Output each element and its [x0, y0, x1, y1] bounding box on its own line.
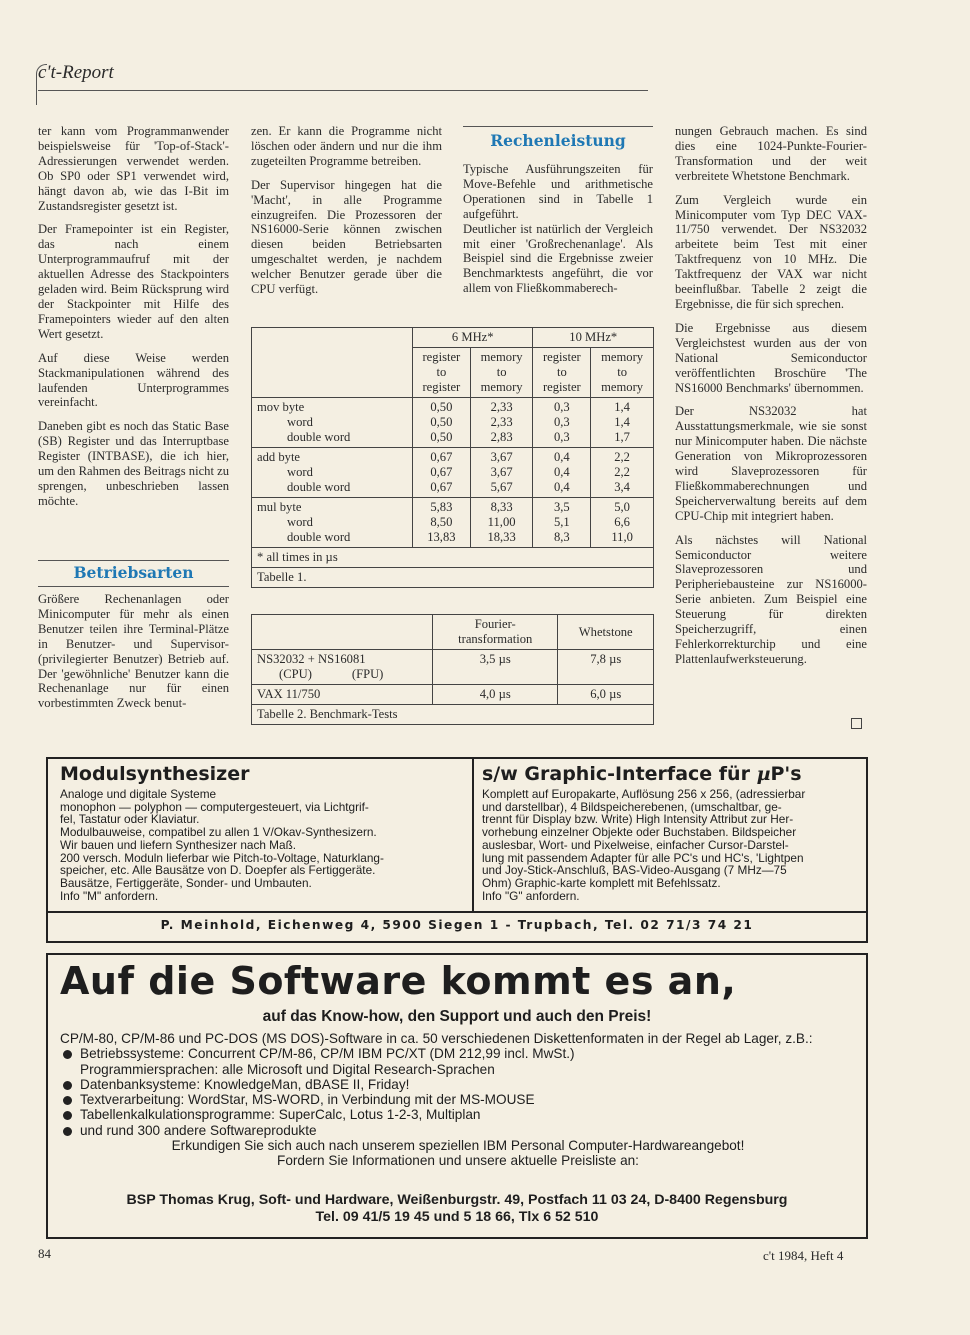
table-subheader: memory to memory: [591, 348, 654, 398]
paragraph: Die Ergebnisse aus diesem Vergleichstest wurden aus der von National Semiconductor veröffentlichten Broschüre 'The NS16000 Benchmarks' übernommen.: [675, 320, 867, 395]
list-item: Betriebssysteme: Concurrent CP/M-86, CP/M IBM PC/XT (DM 212,99 incl. MwSt.) Programmiersprachen: alle Microsoft und Digital Research-Sprachen: [60, 1046, 856, 1077]
list-item: Textverarbeitung: WordStar, MS-WORD, in Verbindung mit der MS-MOUSE: [60, 1092, 856, 1107]
table-row-label: mul byte word double word: [252, 498, 413, 548]
table-row-label: add byte word double word: [252, 448, 413, 498]
table-subheader: memory to memory: [470, 348, 533, 398]
list-item: und rund 300 andere Softwareprodukte: [60, 1123, 856, 1138]
advertisement-bsp: [46, 953, 868, 1239]
table-1: [251, 327, 654, 588]
section-rule: [38, 586, 229, 587]
table-row: [252, 498, 654, 548]
section-rule: [463, 126, 653, 127]
list-item: Tabellenkalkulationsprogramme: SuperCalc, Lotus 1-2-3, Multiplan: [60, 1107, 856, 1122]
ad-bullet-list: [60, 1046, 856, 1138]
ad-title-modulsynthesizer: Modulsynthesizer: [60, 763, 250, 785]
table-cell: 0,67 0,67 0,67: [413, 448, 471, 498]
ad-intro: CP/M-80, CP/M-86 und PC-DOS (MS DOS)-Software in ca. 50 verschiedenen Diskettenformaten in der Regel ab Lager, z.B.:: [60, 1031, 813, 1046]
paragraph: Typische Ausführungszeiten für Move-Befehle und arithmetische Operationen sind in Tabelle 1 aufgeführt.: [463, 162, 653, 221]
column-1: [38, 124, 229, 518]
ad-subheadline: auf das Know-how, den Support und auch den Preis!: [262, 1008, 652, 1025]
column-1-section-text: [38, 592, 229, 720]
table-footnote: * all times in µs: [252, 548, 654, 568]
page-number: 84: [38, 1246, 51, 1261]
table-caption-row: [252, 568, 654, 588]
ad-company: BSP Thomas Krug, Soft- und Hardware, Weißenburgstr. 49, Postfach 11 03 24, D-8400 Regensburg Tel. 09 41/5 19 45 und 5 18 66, Tlx 6 52 510: [126, 1192, 788, 1225]
ad-divider: [48, 911, 866, 913]
section-heading-rechenleistung: Rechenleistung: [490, 131, 626, 150]
table-cell: 3,5 5,1 8,3: [533, 498, 591, 548]
table-header: Whetstone: [558, 615, 654, 650]
table-cell: 0,3 0,3 0,3: [533, 398, 591, 448]
ad-body: [60, 1031, 856, 1169]
ad-divider: [472, 759, 474, 911]
paragraph: Daneben gibt es noch das Static Base (SB) Register und das Interruptbase Register (INTBASE), die ich hier, um den Rahmen des Beitrags nicht zu sprengen, unbeschrieben lassen möchte.: [38, 419, 229, 508]
table-cell: 1,4 1,4 1,7: [591, 398, 654, 448]
table-cell: 7,8 µs: [558, 650, 654, 685]
table-row-label: NS32032 + NS16081 (CPU) (FPU): [252, 650, 433, 685]
table-group-header: 6 MHz*: [413, 328, 533, 348]
paragraph: ter kann vom Programmanwender beispielsweise für 'Top-of-Stack'-Adressierungen verwendet werden. Ob SP0 oder SP1 verwendet wird, hängt davon ab, wie das I-Bit im Zustandsregister gesetzt ist.: [38, 124, 229, 213]
table-cell: 5,0 6,6 11,0: [591, 498, 654, 548]
table-row-label: mov byte word double word: [252, 398, 413, 448]
table-corner-cell: [252, 615, 433, 650]
ad-closing: Fordern Sie Informationen und unsere aktuelle Preisliste an:: [277, 1153, 639, 1169]
table-footnote-row: [252, 548, 654, 568]
paragraph: Auf diese Weise werden Stackmanipulationen während des laufenden Unterprogrammes vereinfacht.: [38, 350, 229, 410]
column-3: [463, 162, 653, 305]
table-2: [251, 614, 654, 725]
table-cell: 3,5 µs: [433, 650, 558, 685]
table-subheader: register to register: [533, 348, 591, 398]
paragraph: Der Supervisor hingegen hat die 'Macht', in alle Programme einzugreifen. Die Prozessoren der NS16000-Serie können zwischen diesen beiden Betriebsarten umgeschaltet werden, je nachdem welcher Benutzer gerade über die CPU verfügt.: [251, 177, 442, 297]
table-caption: Tabelle 2. Benchmark-Tests: [252, 705, 654, 725]
issue-info: c't 1984, Heft 4: [763, 1248, 844, 1263]
column-4: [675, 124, 867, 676]
table-header-row: [252, 615, 654, 650]
table-header-row: [252, 328, 654, 348]
end-of-article-mark: [851, 718, 862, 729]
table-row: [252, 685, 654, 705]
table-cell: 8,33 11,00 18,33: [470, 498, 533, 548]
ad-text-modulsynthesizer: Analoge und digitale Systeme monophon — polyphon — computergesteuert, via Lichtgrif- fel, Tastatur oder Klaviatur. Modulbauweise, compatibel zu allen 1 V/Okav-Synthesizern. Wir bauen und liefern Synthesizer nach Maß. 200 versch. Moduln lieferbar wie Pitch-to-Voltage, Naturklang- speicher, etc. Alle Bausätze von D. Doepfer als Fertiggeräte. Bausätze, Fertiggeräte, Sonder- und Umbauten. Info "M" anfordern.: [60, 787, 384, 903]
table-header: Fourier- transformation: [433, 615, 558, 650]
paragraph: Zum Vergleich wurde ein Minicomputer vom Typ DEC VAX-11/750 verwendet. Der NS32032 arbeitete beim Test mit einer Taktfrequenz von 10 MHz. Die Taktfrequenz der VAX war nicht beeinflußbar. Tabelle 2 zeigt die Ergebnisse, die für sich sprechen.: [675, 192, 867, 311]
ad-contact: P. Meinhold, Eichenweg 4, 5900 Siegen 1 - Trupbach, Tel. 02 71/3 74 21: [160, 918, 754, 932]
paragraph: zen. Er kann die Programme nicht löschen oder ändern und nur die ihm zugeteilten Programme betreiben.: [251, 124, 442, 168]
ad-headline: Auf die Software kommt es an,: [60, 959, 737, 1003]
section-rule: [38, 560, 229, 561]
paragraph: Deutlicher ist natürlich der Vergleich mit einer 'Großrechenanlage'. Als Beispiel sind die Ergebnisse zweier Benchmarktests angeführt, die vor allem von Fließkommaberech-: [463, 221, 653, 296]
section-heading-betriebsarten: Betriebsarten: [73, 563, 194, 582]
table-row: [252, 398, 654, 448]
paragraph: Der NS32032 hat Ausstattungsmerkmale, wie sie sonst nur Minicomputer haben. Die nächste Generation von Mikroprozessoren wird Slaveprozessoren für Fließkommaberechnungen und Speicherverwaltung bereits auf dem CPU-Chip mit integriert haben.: [675, 404, 867, 523]
list-item: Datenbanksysteme: KnowledgeMan, dBASE II, Friday!: [60, 1077, 856, 1092]
table-group-header: 10 MHz*: [533, 328, 654, 348]
table-cell: 6,0 µs: [558, 685, 654, 705]
ad-text-graphic-interface: Komplett auf Europakarte, Auflösung 256 x 256, (adressierbar und darstellbar), 4 Bildspeicherebenen, (umschaltbar, ge- trennt für Display bzw. Write) High Intensity Attribut zur Her- vorhebung einzelner Objekte oder Buchstaben. Bildspeicher auslesbar, Wort- und Pixelweise, einfacher Cursor-Darstel- lung mit passendem Adapter für alle PC's und HC's, 'Lightpen und Joy-Stick-Anschluß, BAS-Video-Ausgang (7 MHz—75 Ohm) Graphic-karte komplett mit Befehlssatz. Info "G" anfordern.: [482, 787, 806, 903]
paragraph: Der Framepointer ist ein Register, das nach einem Unterprogrammaufruf mit der aktuellen Adresse des Stackpointers geladen wird. Beim Rücksprung wird der Stackpointer mit Hilfe des Framepointers wieder auf den alten Wert gesetzt.: [38, 222, 229, 341]
table-cell: 2,2 2,2 3,4: [591, 448, 654, 498]
table-cell: 2,33 2,33 2,83: [470, 398, 533, 448]
section-header: c't-Report: [38, 62, 114, 83]
advertisement-meinhold: [46, 757, 868, 943]
table-cell: 3,67 3,67 5,67: [470, 448, 533, 498]
table-row: [252, 650, 654, 685]
column-2: [251, 124, 442, 306]
table-row: [252, 448, 654, 498]
table-caption-row: [252, 705, 654, 725]
table-cell: 5,83 8,50 13,83: [413, 498, 471, 548]
ad-title-graphic-interface: s/w Graphic-Interface für µP's: [482, 763, 802, 785]
ad-closing: Erkundigen Sie sich auch nach unserem speziellen IBM Personal Computer-Hardwareangebot!: [171, 1138, 745, 1154]
table-row-label: VAX 11/750: [252, 685, 433, 705]
table-cell: 0,4 0,4 0,4: [533, 448, 591, 498]
header-rule: [38, 90, 648, 91]
paragraph: Größere Rechenanlagen oder Minicomputer für mehr als einen Benutzer teilen ihre Terminal-Plätze in Benutzer- und Supervisor- (privilegierter Benutzer) Betrieb auf. Der 'gewöhnliche' Benutzer kann die Rechenanlage nur für einen vorbestimmten Zweck benut-: [38, 592, 229, 711]
paragraph: Als nächstes will National Semiconductor weitere Slaveprozessoren und Peripheriebausteine zur NS16000-Serie anbieten. Zum Beispiel eine Steuerung für direkten Speicherzugriff, einen Fehlerkorrekturchip und eine Plattenlaufwerksteuerung.: [675, 532, 867, 666]
table-cell: 0,50 0,50 0,50: [413, 398, 471, 448]
table-caption: Tabelle 1.: [252, 568, 654, 588]
paragraph: nungen Gebrauch machen. Es sind dies eine 1024-Punkte-Fourier-Transformation und der weit verbreitete Whetstone Benchmark.: [675, 124, 867, 183]
table-corner-cell: [252, 328, 413, 398]
table-cell: 4,0 µs: [433, 685, 558, 705]
table-subheader: register to register: [413, 348, 471, 398]
